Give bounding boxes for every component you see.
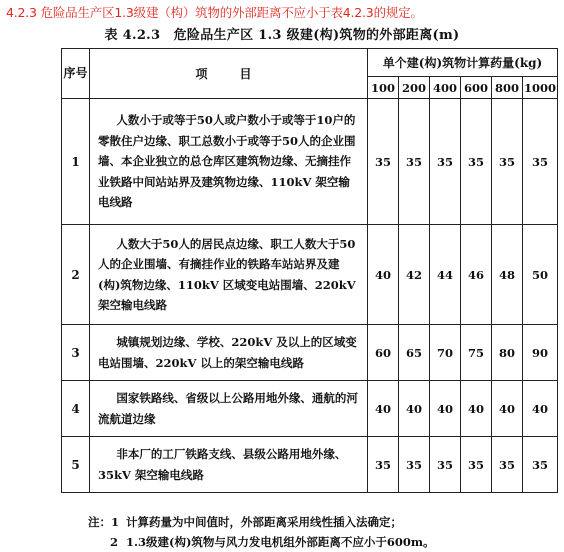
note-prefix: 注：1 xyxy=(88,515,120,529)
distance-cell: 40 xyxy=(430,381,461,437)
row-description: 国家铁路线、省级以上公路用地外缘、通航的河流航道边缘 xyxy=(90,381,368,437)
amount-header: 600 xyxy=(461,77,492,99)
distance-cell: 50 xyxy=(523,225,558,325)
note-text: 计算药量为中间值时，外部距离采用线性插入法确定； xyxy=(126,515,402,529)
note-1 xyxy=(88,512,435,532)
distance-cell: 60 xyxy=(368,325,399,381)
distance-cell: 35 xyxy=(492,99,523,225)
distance-cell: 75 xyxy=(461,325,492,381)
table-row xyxy=(62,225,558,325)
distance-cell: 80 xyxy=(492,325,523,381)
distance-table xyxy=(61,48,558,493)
row-description: 非本厂的工厂铁路支线、县级公路用地外缘、35kV 架空输电线路 xyxy=(90,437,368,493)
row-description: 人数大于50人的居民点边缘、职工人数大于50人的企业围墙、有摘挂作业的铁路车站站界及建(构)筑物边缘、110kV 区域变电站围墙、220kV 架空输电线路 xyxy=(90,225,368,325)
distance-cell: 90 xyxy=(523,325,558,381)
amount-group-header: 单个建(构)筑物计算药量(kg) xyxy=(368,49,558,77)
row-description: 人数小于或等于50人或户数小于或等于10户的零散住户边缘、职工总数小于或等于50人的企业围墙、本企业独立的总仓库区建筑物边缘、无摘挂作业铁路中间站站界及建筑物边缘、110kV 架空输电线路 xyxy=(90,99,368,225)
amount-header: 400 xyxy=(430,77,461,99)
table-row xyxy=(62,99,558,225)
distance-cell: 35 xyxy=(430,99,461,225)
distance-cell: 35 xyxy=(399,99,430,225)
note-text: 1.3级建(构)筑物与风力发电机组外部距离不应小于600m。 xyxy=(126,535,435,549)
distance-cell: 35 xyxy=(523,99,558,225)
note-2 xyxy=(88,532,435,552)
amount-header: 100 xyxy=(368,77,399,99)
table-row xyxy=(62,325,558,381)
row-seq: 5 xyxy=(62,437,90,493)
distance-cell: 35 xyxy=(399,437,430,493)
row-seq: 1 xyxy=(62,99,90,225)
distance-cell: 40 xyxy=(523,381,558,437)
row-seq: 4 xyxy=(62,381,90,437)
distance-cell: 40 xyxy=(461,381,492,437)
distance-cell: 44 xyxy=(430,225,461,325)
distance-cell: 35 xyxy=(368,437,399,493)
row-seq: 3 xyxy=(62,325,90,381)
distance-cell: 40 xyxy=(492,381,523,437)
distance-cell: 46 xyxy=(461,225,492,325)
item-header: 项 目 xyxy=(90,49,368,99)
amount-header: 1000 xyxy=(523,77,558,99)
row-seq: 2 xyxy=(62,225,90,325)
distance-cell: 65 xyxy=(399,325,430,381)
distance-cell: 42 xyxy=(399,225,430,325)
amount-header: 800 xyxy=(492,77,523,99)
distance-cell: 40 xyxy=(368,225,399,325)
table-caption: 表 4.2.3 危险品生产区 1.3 级建(构)筑物的外部距离(m) xyxy=(104,28,460,43)
table-notes xyxy=(88,512,435,552)
seq-header: 序号 xyxy=(62,49,90,99)
distance-cell: 35 xyxy=(523,437,558,493)
distance-cell: 35 xyxy=(368,99,399,225)
section-heading: 4.2.3 危险品生产区1.3级建（构）筑物的外部距离不应小于表4.2.3的规定。 xyxy=(6,5,423,20)
amount-header: 200 xyxy=(399,77,430,99)
distance-cell: 70 xyxy=(430,325,461,381)
distance-cell: 35 xyxy=(461,437,492,493)
note-prefix: 2 xyxy=(109,535,118,549)
distance-cell: 48 xyxy=(492,225,523,325)
table-row xyxy=(62,437,558,493)
row-description: 城镇规划边缘、学校、220kV 及以上的区域变电站围墙、220kV 以上的架空输电线路 xyxy=(90,325,368,381)
distance-cell: 35 xyxy=(492,437,523,493)
distance-cell: 35 xyxy=(430,437,461,493)
table-row xyxy=(62,381,558,437)
distance-cell: 40 xyxy=(399,381,430,437)
distance-cell: 35 xyxy=(461,99,492,225)
distance-cell: 40 xyxy=(368,381,399,437)
